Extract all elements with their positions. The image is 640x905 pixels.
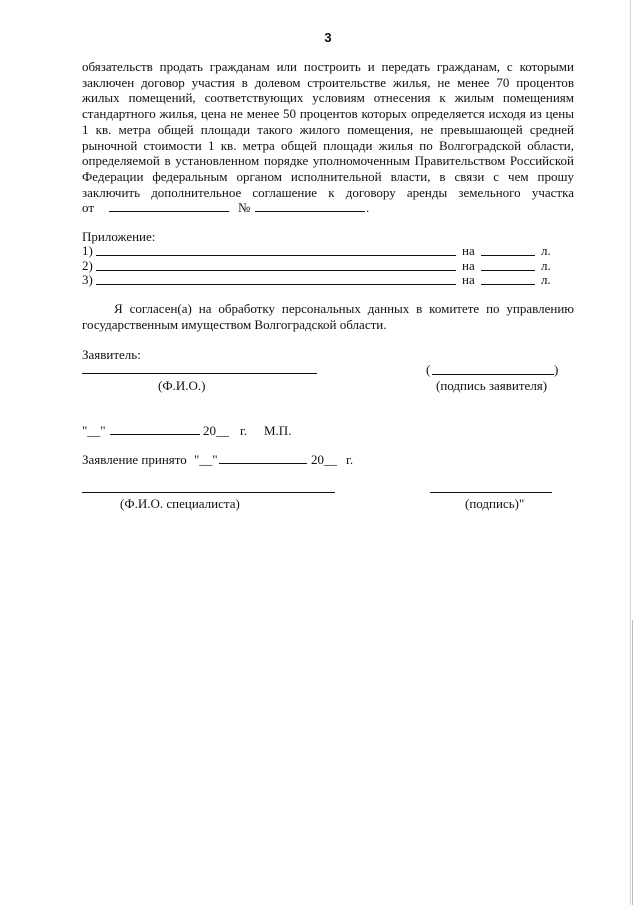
attachment-sheets-label: л. — [541, 272, 551, 287]
applicant-label: Заявитель: — [82, 347, 141, 362]
consent-paragraph — [82, 301, 574, 332]
scan-edge-shadow — [632, 620, 633, 905]
paragraph-line: стандартного жилья, цена не менее 50 процентов которых определяется исходя из цены — [82, 106, 574, 122]
paragraph-line: рыночной стоимости 1 кв. метра общей площади жилья по Волгоградской области, — [82, 137, 574, 153]
specialist-signature-blank — [430, 492, 552, 493]
attachment-sheets-blank — [481, 270, 535, 271]
applicant-signature-blank — [432, 374, 554, 375]
date-year-prefix: 20__ — [203, 423, 229, 438]
attachment-number: 2) — [82, 258, 93, 273]
applicant-fio-caption: (Ф.И.О.) — [158, 378, 206, 393]
attachment-name-blank — [96, 255, 456, 256]
attachment-sheets-label: л. — [541, 258, 551, 273]
agreement-end-dot: . — [366, 200, 370, 215]
date-year-suffix: г. — [240, 423, 248, 438]
applicant-signature-caption: (подпись заявителя) — [436, 378, 548, 393]
attachment-name-blank — [96, 284, 456, 285]
agreement-number-label: № — [238, 200, 251, 215]
specialist-fio-blank — [82, 492, 335, 493]
accepted-label: Заявление принято — [82, 452, 187, 467]
accepted-year-suffix: г. — [346, 452, 354, 467]
paragraph-line: обязательств продать гражданам или построить и передать гражданам, с которыми — [82, 59, 574, 74]
agreement-number-blank — [255, 211, 365, 212]
accepted-day-quote: "__" — [194, 452, 218, 467]
stamp-label: М.П. — [264, 423, 292, 438]
consent-line: государственным имуществом Волгоградской области. — [82, 316, 387, 332]
specialist-signature-caption: (подпись)" — [465, 496, 525, 511]
attachment-number: 1) — [82, 243, 93, 258]
accepted-month-blank — [219, 463, 307, 464]
main-paragraph — [82, 59, 574, 200]
attachment-on-label: на — [462, 272, 475, 287]
paragraph-line: жилых помещений, соответствующих условиям отнесения к жилым помещениям — [82, 90, 574, 106]
agreement-date-blank — [109, 211, 229, 212]
date-day-quote: "__" — [82, 423, 106, 438]
agreement-from-label: от — [82, 200, 95, 215]
date-month-blank — [110, 434, 200, 435]
accepted-year-prefix: 20__ — [311, 452, 337, 467]
attachment-on-label: на — [462, 258, 475, 273]
specialist-fio-caption: (Ф.И.О. специалиста) — [120, 496, 240, 511]
attachment-on-label: на — [462, 243, 475, 258]
page-number: 3 — [324, 30, 332, 45]
consent-line: Я согласен(а) на обработку персональных данных в комитете по управлению — [114, 301, 574, 316]
signature-close-paren: ) — [554, 362, 559, 377]
attachment-sheets-blank — [481, 255, 535, 256]
attachment-sheets-label: л. — [541, 243, 551, 258]
signature-open-paren: ( — [426, 362, 431, 377]
attachment-number: 3) — [82, 272, 93, 287]
paragraph-line: 1 кв. метра общей площади такого жилого помещения, не превышающей средней — [82, 121, 574, 137]
scan-edge-line — [630, 0, 631, 905]
attachment-name-blank — [96, 270, 456, 271]
paragraph-line: заключить дополнительное соглашение к договору аренды земельного участка — [82, 184, 574, 200]
applicant-fio-blank — [82, 373, 317, 374]
paragraph-line: заключен договор участия в долевом строительстве жилья, не менее 70 процентов — [82, 74, 574, 90]
paragraph-line: Федерации федеральным органом исполнительной власти, в связи с чем прошу — [82, 168, 574, 184]
paragraph-line: определяемой в установленном порядке уполномоченным Правительством Российской — [82, 153, 574, 169]
attachment-sheets-blank — [481, 284, 535, 285]
attachments-title: Приложение: — [82, 229, 156, 244]
